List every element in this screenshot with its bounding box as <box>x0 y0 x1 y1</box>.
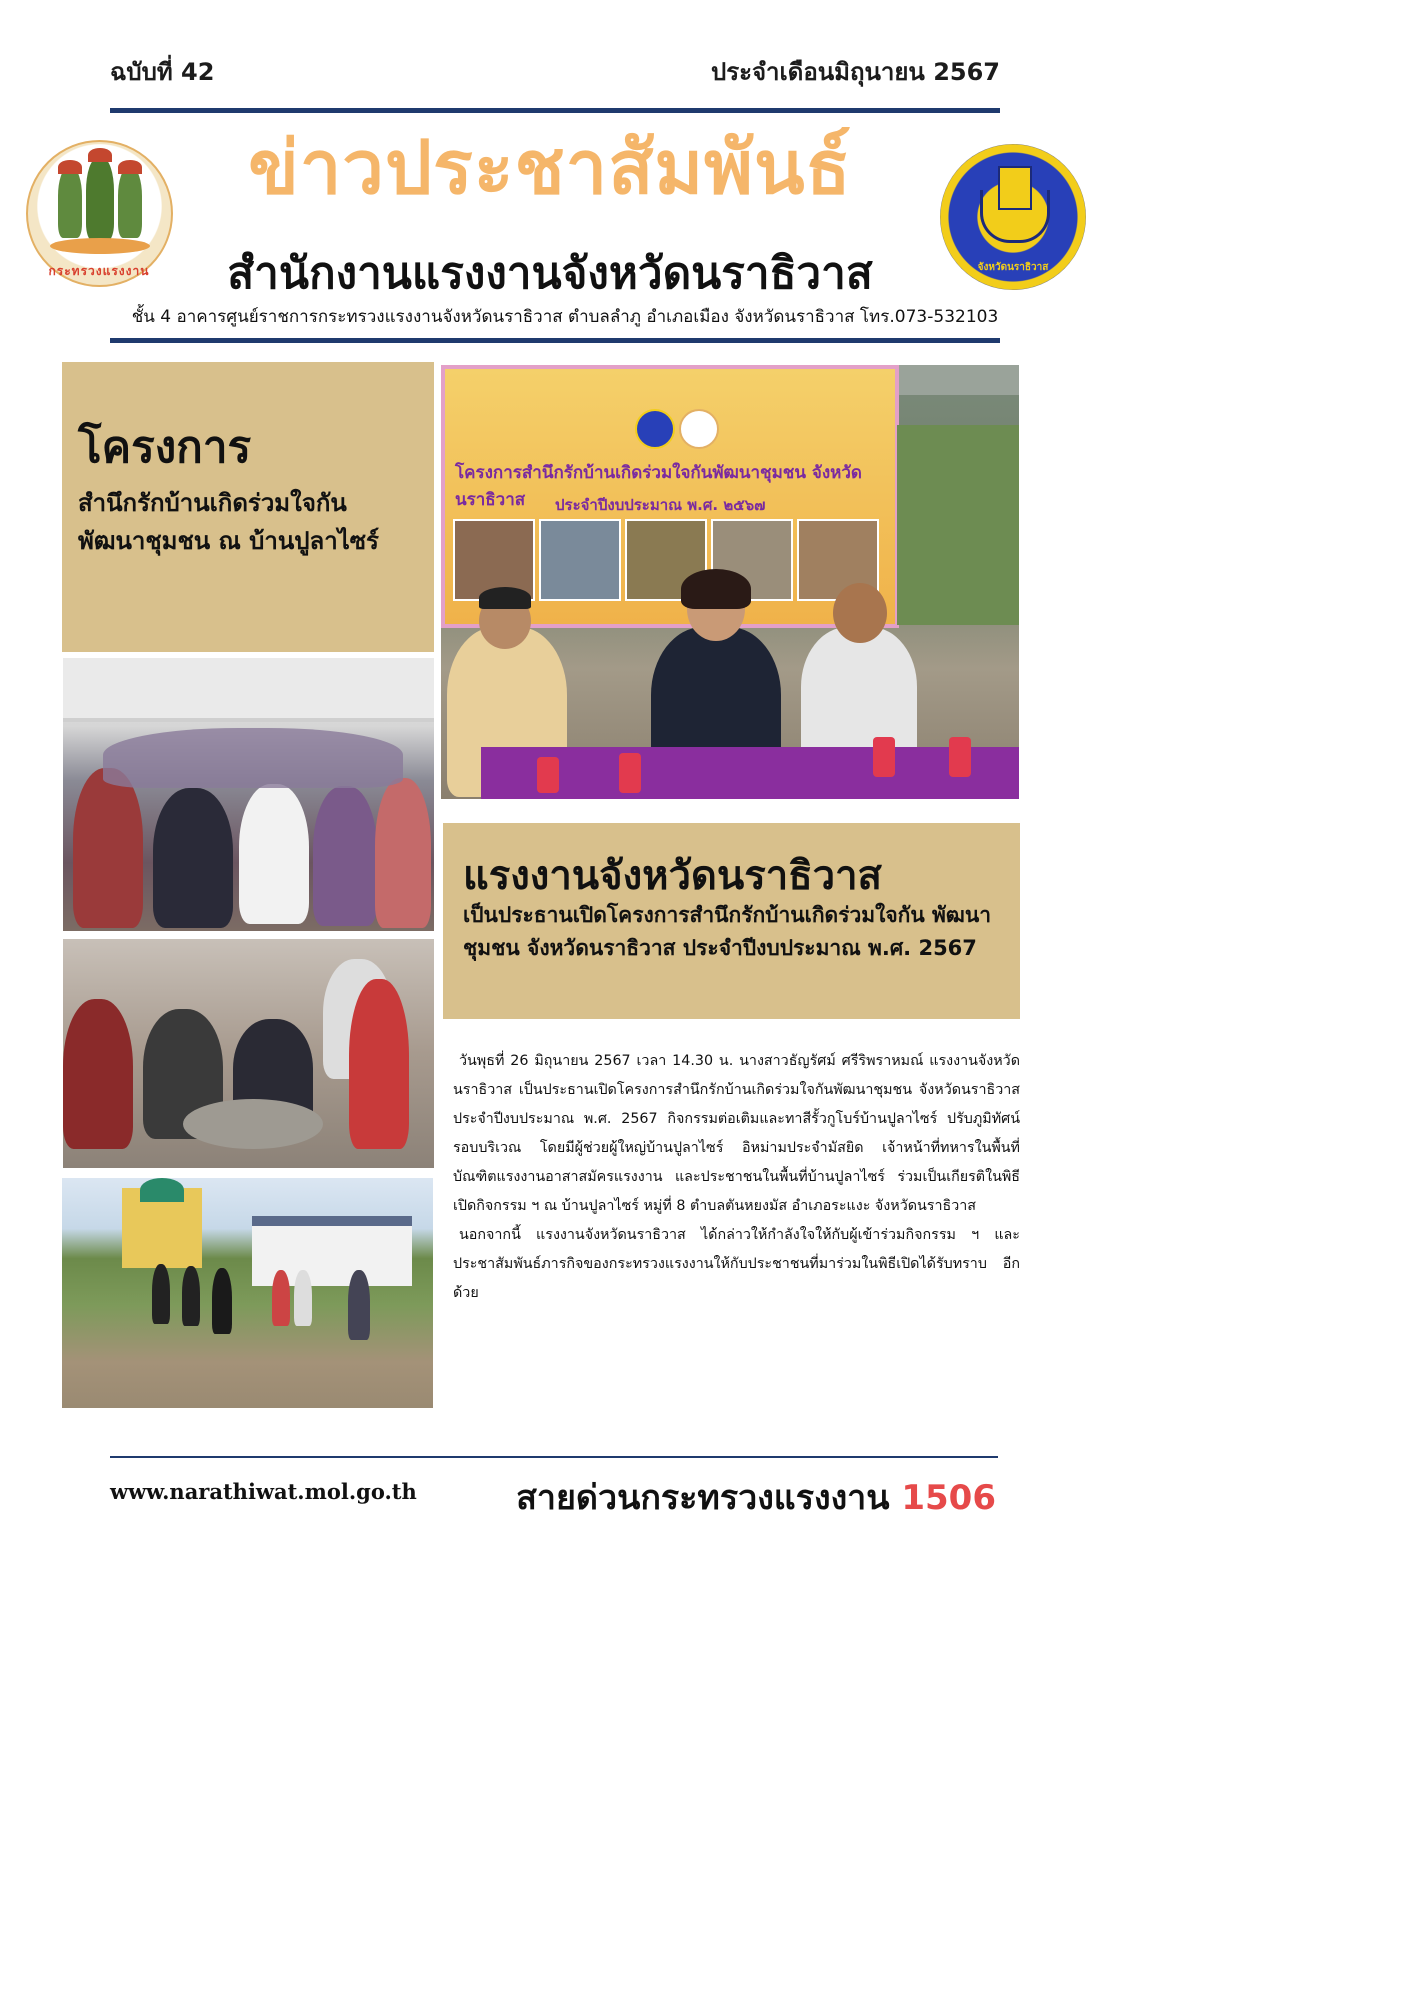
footer-rule <box>110 1456 998 1458</box>
project-subtitle-line-1: สำนึกรักบ้านเกิดร่วมใจกัน <box>78 489 347 517</box>
project-heading: โครงการ <box>78 422 252 473</box>
office-address: ชั้น 4 อาคารศูนย์ราชการกระทรวงแรงงานจังหวัดนราธิวาส ตำบลลำภู อำเภอเมือง จังหวัดนราธิวาส โทร.073-532103 <box>131 307 999 327</box>
project-subtitle <box>78 484 428 561</box>
boat-icon <box>980 190 1050 243</box>
header-top-rule <box>110 108 1000 113</box>
hotline-label: สายด่วนกระทรวงแรงงาน <box>516 1478 890 1518</box>
project-title-panel <box>62 362 434 652</box>
photo-participants-group <box>63 658 434 931</box>
province-seal-label: จังหวัดนราธิวาส <box>977 262 1049 273</box>
article-body <box>453 1047 1020 1308</box>
headline-heading: แรงงานจังหวัดนราธิวาส <box>463 853 882 899</box>
headline-panel <box>443 823 1020 1019</box>
photo-mosque-site <box>62 1178 433 1408</box>
ceremony-table <box>481 747 1019 799</box>
issue-number: ฉบับที่ 42 <box>110 58 215 86</box>
masthead-title: ข่าวประชาสัมพันธ์ <box>248 125 852 211</box>
article-paragraph-1: วันพุธที่ 26 มิถุนายน 2567 เวลา 14.30 น. นางสาวธัญรัศม์ ศรีริพราหมณ์ แรงงานจังหวัดนราธิวาส เป็นประธานเปิดโครงการสำนึกรักบ้านเกิดร่วมใจกันพัฒนาชุมชน จังหวัดนราธิวาส ประจำปีงบประมาณ พ.ศ. 2567 กิจกรรมต่อเติมและทาสีรั้วกูโบร์บ้านปูลาไซร์ ปรับภูมิทัศน์รอบบริเวณ โดยมีผู้ช่วยผู้ใหญ่บ้านปูลาไซร์ อิหม่ามประจำมัสยิด เจ้าหน้าที่ทหารในพื้นที่ บัณฑิตแรงงานอาสาสมัครแรงงาน และประชาชนในพื้นที่บ้านปูลาไซร์ ร่วมเป็นเกียรติในพิธีเปิดกิจกรรม ฯ ณ บ้านปูลาไซร์ หมู่ที่ 8 ตำบลตันหยงมัส อำเภอระแงะ จังหวัดนราธิวาส <box>453 1053 1020 1214</box>
project-subtitle-line-2: พัฒนาชุมชน ณ บ้านปูลาไซร์ <box>78 527 379 556</box>
hotline-number: 1506 <box>901 1478 996 1518</box>
issue-month: ประจำเดือนมิถุนายน 2567 <box>710 58 1000 86</box>
photo-opening-ceremony <box>441 365 1019 799</box>
article-paragraph-2: นอกจากนี้ แรงงานจังหวัดนราธิวาส ได้กล่าวให้กำลังใจให้กับผู้เข้าร่วมกิจกรรม ฯ และประชาสัมพันธ์ภารกิจของกระทรวงแรงงานให้กับประชาชนที่มาร่วมในพิธีเปิดได้รับทราบ อีกด้วย <box>453 1227 1020 1301</box>
banner-budget-year: ประจำปีงบประมาณ พ.ศ. ๒๕๖๗ <box>555 496 766 514</box>
ministry-seal-label: กระทรวงแรงงาน <box>48 264 150 278</box>
banner-title: โครงการสำนึกรักบ้านเกิดร่วมใจกันพัฒนาชุมชน จังหวัดนราธิวาส <box>455 463 862 510</box>
office-name: สำนักงานแรงงานจังหวัดนราธิวาส <box>227 248 873 299</box>
photo-cement-work <box>63 939 434 1168</box>
hotline <box>516 1470 996 1524</box>
headline-subtitle: เป็นประธานเปิดโครงการสำนึกรักบ้านเกิดร่วมใจกัน พัฒนาชุมชน จังหวัดนราธิวาส ประจำปีงบประมาณ พ.ศ. 2567 <box>463 903 992 960</box>
header-bottom-rule <box>110 338 1000 343</box>
website-link[interactable]: www.narathiwat.mol.go.th <box>110 1479 417 1504</box>
ministry-of-labour-seal <box>26 140 173 287</box>
narathiwat-province-seal <box>940 144 1086 290</box>
